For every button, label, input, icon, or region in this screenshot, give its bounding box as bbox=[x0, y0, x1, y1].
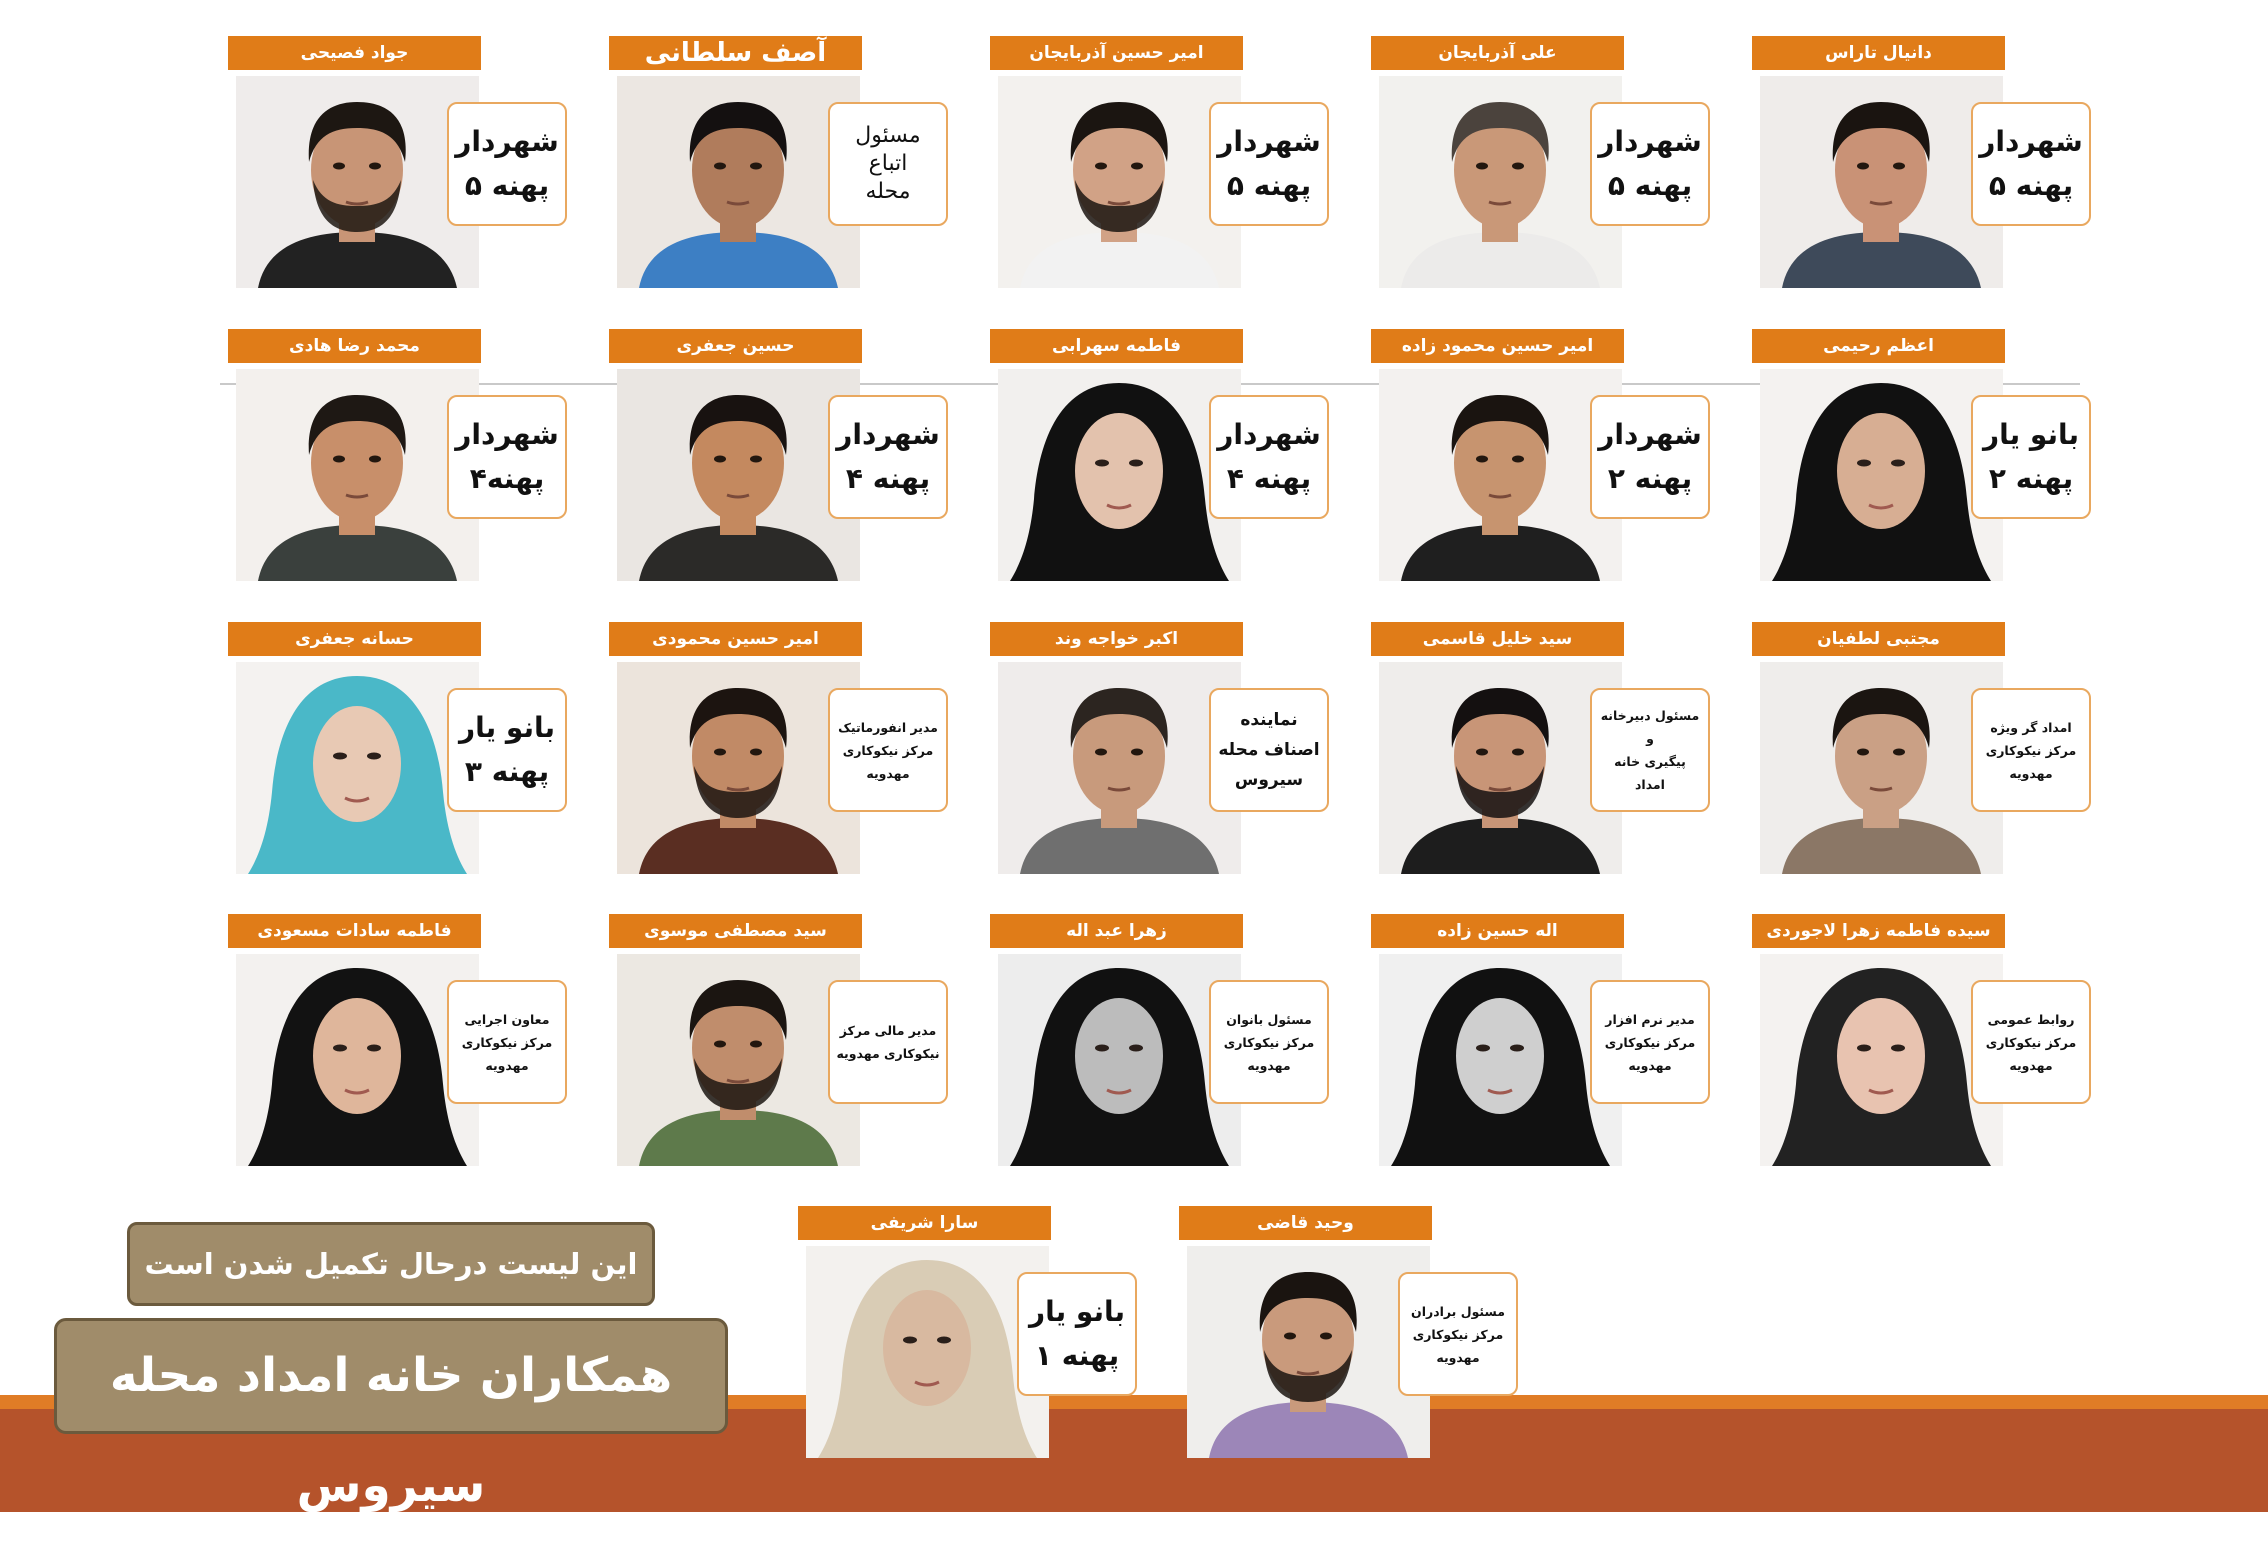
person-name: زهرا عبد اله bbox=[990, 914, 1243, 948]
person-card bbox=[990, 36, 1370, 296]
person-role: مدیر نرم افزار مرکز نیکوکاری مهدویه bbox=[1590, 980, 1710, 1104]
person-name: امیر حسین محمود زاده bbox=[1371, 329, 1624, 363]
person-role: روابط عمومی مرکز نیکوکاری مهدویه bbox=[1971, 980, 2091, 1104]
person-photo bbox=[1760, 76, 2003, 288]
person-photo bbox=[236, 76, 479, 288]
person-card bbox=[990, 622, 1370, 882]
person-role: شهردار پهنه ۴ bbox=[1209, 395, 1329, 519]
person-photo bbox=[617, 76, 860, 288]
person-role: مدیر انفورماتیک مرکز نیکوکاری مهدویه bbox=[828, 688, 948, 812]
person-photo bbox=[998, 76, 1241, 288]
person-photo bbox=[1187, 1246, 1430, 1458]
person-photo bbox=[1379, 662, 1622, 874]
person-card bbox=[1752, 622, 2132, 882]
person-role: بانو یار پهنه ۲ bbox=[1971, 395, 2091, 519]
person-card bbox=[1371, 36, 1751, 296]
person-photo bbox=[1760, 662, 2003, 874]
person-name: جواد فصیحی bbox=[228, 36, 481, 70]
person-role: مسئول برادران مرکز نیکوکاری مهدویه bbox=[1398, 1272, 1518, 1396]
person-name: علی آذربایجان bbox=[1371, 36, 1624, 70]
person-name: سارا شریفی bbox=[798, 1206, 1051, 1240]
person-card bbox=[609, 36, 989, 296]
person-photo bbox=[1379, 369, 1622, 581]
person-photo bbox=[236, 369, 479, 581]
person-card bbox=[1179, 1206, 1559, 1466]
person-name: فاطمه سادات مسعودی bbox=[228, 914, 481, 948]
person-card bbox=[228, 36, 608, 296]
person-card bbox=[228, 329, 608, 589]
person-role: شهردار پهنه ۵ bbox=[1971, 102, 2091, 226]
person-card bbox=[609, 329, 989, 589]
person-name: حسانه جعفری bbox=[228, 622, 481, 656]
person-card bbox=[1371, 622, 1751, 882]
person-name: امیر حسین محمودی bbox=[609, 622, 862, 656]
person-role: بانو یار پهنه ۳ bbox=[447, 688, 567, 812]
person-name: مجتبی لطفیان bbox=[1752, 622, 2005, 656]
person-name: اعظم رحیمی bbox=[1752, 329, 2005, 363]
person-photo bbox=[806, 1246, 1049, 1458]
person-name: وحید قاضی bbox=[1179, 1206, 1432, 1240]
person-role: شهردار پهنه ۵ bbox=[1209, 102, 1329, 226]
person-photo bbox=[1379, 76, 1622, 288]
person-name: سید مصطفی موسوی bbox=[609, 914, 862, 948]
person-card bbox=[990, 329, 1370, 589]
person-photo bbox=[236, 662, 479, 874]
person-card bbox=[1752, 36, 2132, 296]
person-role: مسئول بانوان مرکز نیکوکاری مهدویه bbox=[1209, 980, 1329, 1104]
person-role: نماینده اصناف محله سیروس bbox=[1209, 688, 1329, 812]
person-photo bbox=[998, 954, 1241, 1166]
person-role: شهردار پهنه ۵ bbox=[1590, 102, 1710, 226]
person-role: شهردار پهنه۴ bbox=[447, 395, 567, 519]
person-name: اله حسین زاده bbox=[1371, 914, 1624, 948]
person-name: سیده فاطمه زهرا لاجوردی bbox=[1752, 914, 2005, 948]
person-role: امداد گر ویژه مرکز نیکوکاری مهدویه bbox=[1971, 688, 2091, 812]
person-card bbox=[1752, 914, 2132, 1174]
person-photo bbox=[1760, 954, 2003, 1166]
person-card bbox=[798, 1206, 1178, 1466]
person-name: آصف سلطانی bbox=[609, 36, 862, 70]
in-progress-note: این لیست درحال تکمیل شدن است bbox=[127, 1222, 655, 1306]
person-card bbox=[990, 914, 1370, 1174]
person-name: اکبر خواجه وند bbox=[990, 622, 1243, 656]
person-role: شهردار پهنه ۴ bbox=[828, 395, 948, 519]
person-card bbox=[1371, 914, 1751, 1174]
person-role: مسئول دبیرخانه و پیگیری خانه امداد bbox=[1590, 688, 1710, 812]
person-name: فاطمه سهرابی bbox=[990, 329, 1243, 363]
person-card bbox=[609, 622, 989, 882]
person-role: بانو یار پهنه ۱ bbox=[1017, 1272, 1137, 1396]
person-photo bbox=[1379, 954, 1622, 1166]
slide-title: همکاران خانه امداد محله سیروس bbox=[54, 1318, 728, 1434]
person-name: امیر حسین آذربایجان bbox=[990, 36, 1243, 70]
person-photo bbox=[1760, 369, 2003, 581]
person-photo bbox=[617, 369, 860, 581]
person-photo bbox=[998, 369, 1241, 581]
person-name: سید خلیل قاسمی bbox=[1371, 622, 1624, 656]
person-card bbox=[1371, 329, 1751, 589]
person-photo bbox=[617, 662, 860, 874]
person-photo bbox=[617, 954, 860, 1166]
person-photo bbox=[998, 662, 1241, 874]
person-role: شهردار پهنه ۲ bbox=[1590, 395, 1710, 519]
person-name: حسین جعفری bbox=[609, 329, 862, 363]
person-role: مدیر مالی مرکز نیکوکاری مهدویه bbox=[828, 980, 948, 1104]
person-name: محمد رضا هادی bbox=[228, 329, 481, 363]
person-card bbox=[609, 914, 989, 1174]
person-role: شهردار پهنه ۵ bbox=[447, 102, 567, 226]
person-card bbox=[228, 622, 608, 882]
person-card bbox=[1752, 329, 2132, 589]
person-photo bbox=[236, 954, 479, 1166]
person-card bbox=[228, 914, 608, 1174]
person-role: معاون اجرایی مرکز نیکوکاری مهدویه bbox=[447, 980, 567, 1104]
person-role: مسئول اتباع محله bbox=[828, 102, 948, 226]
person-name: دانیال تاراس bbox=[1752, 36, 2005, 70]
